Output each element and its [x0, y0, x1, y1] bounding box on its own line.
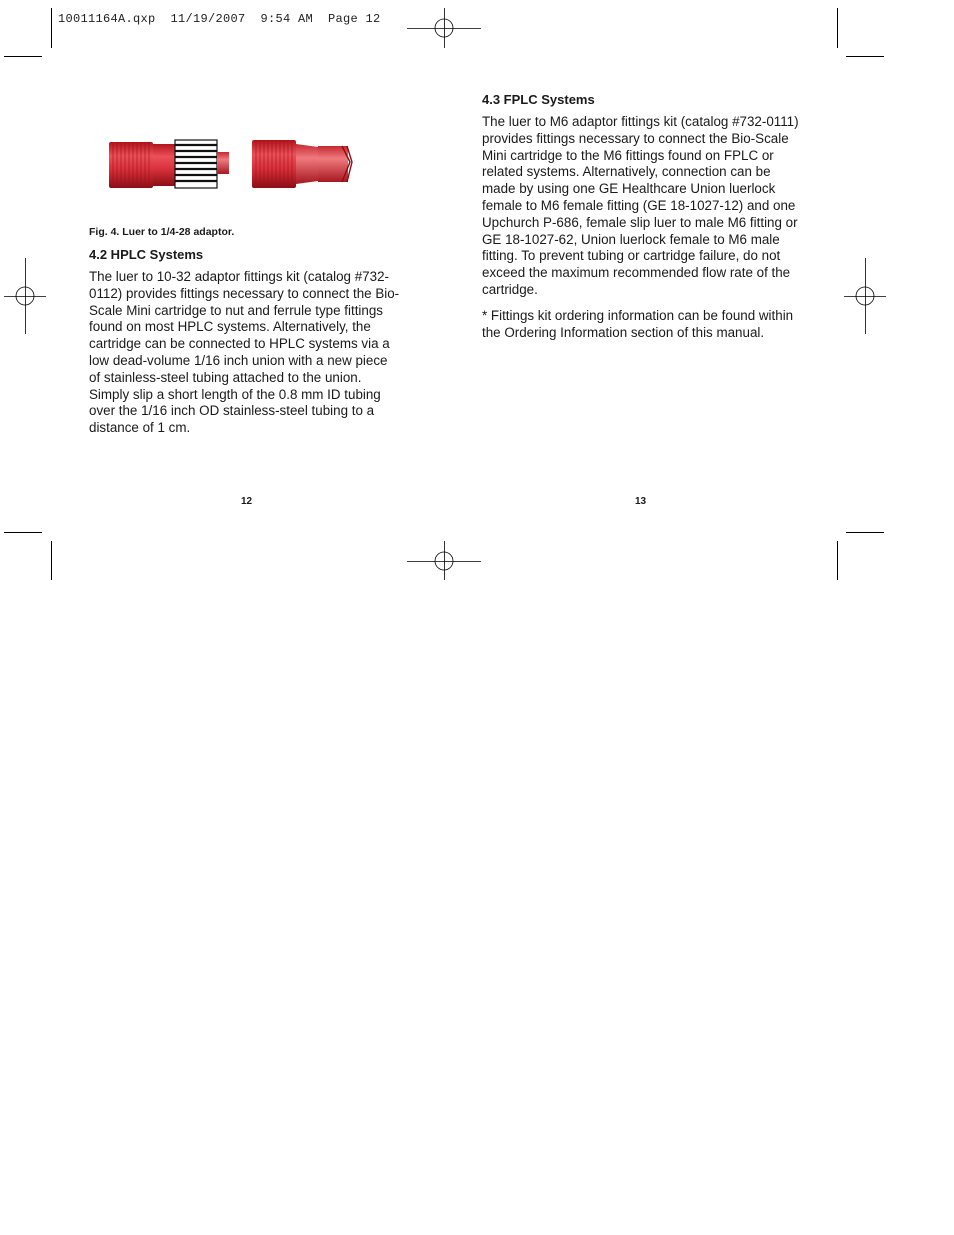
page-number-left: 12 — [241, 496, 253, 507]
fplc-footnote: * Fittings kit ordering information can be found within the Ordering Information section of this manual. — [482, 308, 794, 340]
adaptor-left — [109, 140, 229, 188]
registration-mark-right — [844, 258, 886, 334]
section-heading-fplc: 4.3 FPLC Systems — [482, 92, 595, 107]
figure-caption: Fig. 4. Luer to 1/4-28 adaptor. — [89, 226, 235, 238]
hplc-body-text: The luer to 10-32 adaptor fittings kit (catalog #732-0112) provides fittings necessary to connect the Bio-Scale Mini cartridge to nut and ferrule type fittings found on most HPLC systems. Alternatively, the cartridge can be connected to HPLC systems via a low dead-volume 1/16 inch union with a new piece of stainless-steel tubing attached to the union. Simply slip a short length of the 0.8 mm ID tubing over the 1/16 inch OD stainless-steel tubing to a distance of 1 cm. — [89, 269, 400, 436]
adaptor-right — [252, 140, 352, 188]
file-slug: 10011164A.qxp 11/19/2007 9:54 AM Page 12 — [58, 12, 381, 26]
luer-adaptor-figure — [104, 132, 354, 194]
registration-mark-bottom — [407, 541, 481, 580]
page-number-right: 13 — [635, 496, 647, 507]
section-heading-hplc: 4.2 HPLC Systems — [89, 247, 204, 262]
fplc-body-text: The luer to M6 adaptor fittings kit (catalog #732-0111) provides fittings necessary to connect the Bio-Scale Mini cartridge to the M6 fittings found on FPLC or related systems. Alternatively, connection can be made by using one GE Healthcare Union luerlock female to M6 female fitting (GE 18-1027-12) and one Upchurch P-686, female slip luer to male M6 fitting or GE 18-1027-62, Union luerlock female to M6 male fitting. To prevent tubing or cartridge failure, do not exceed the maximum recommended flow rate of the cartridge. — [482, 114, 799, 297]
registration-mark-top — [407, 8, 481, 48]
registration-mark-left — [4, 258, 46, 334]
